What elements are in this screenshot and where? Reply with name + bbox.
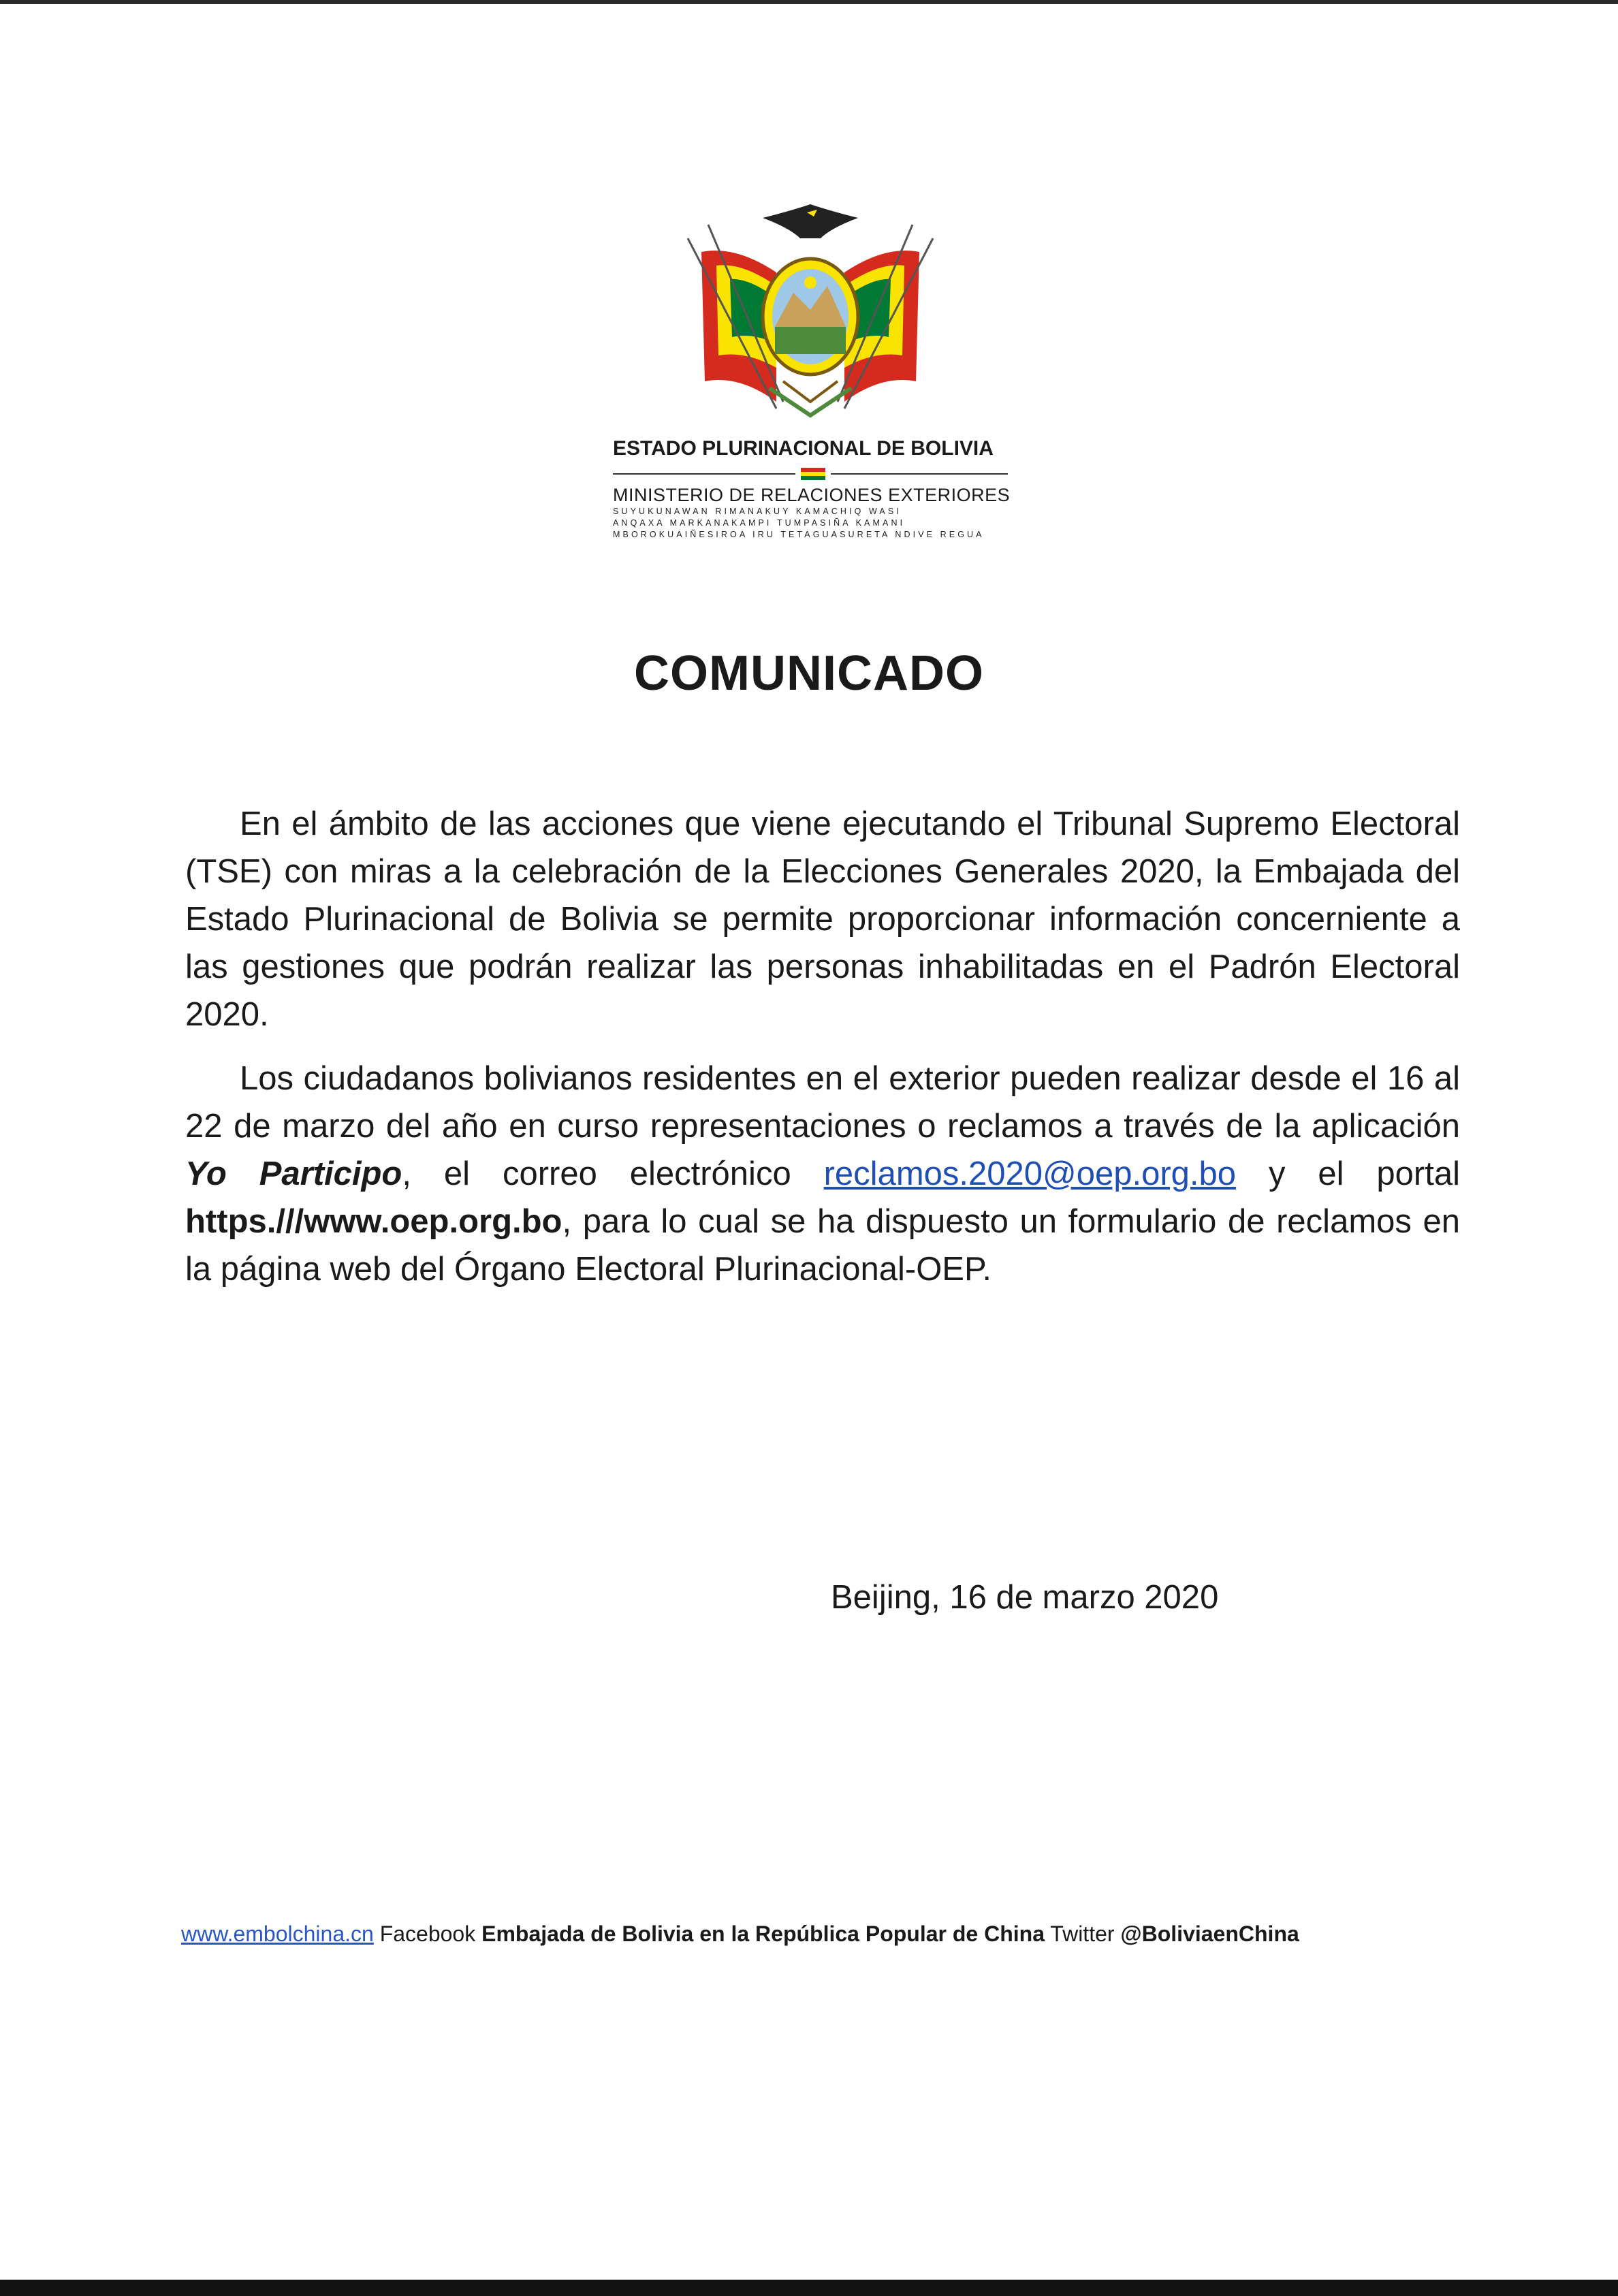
footer <box>181 1922 1299 1947</box>
scan-bottom-edge <box>0 2280 1618 2296</box>
email-link[interactable]: reclamos.2020@oep.org.bo <box>823 1155 1237 1192</box>
ministry-line-quechua: SUYUKUNAWAN RIMANAKUY KAMACHIQ WASI <box>613 507 902 516</box>
condor <box>763 204 858 238</box>
bolivia-flag-icon <box>795 468 831 480</box>
twitter-label: Twitter <box>1050 1922 1115 1946</box>
letterhead <box>613 437 1011 541</box>
app-name: Yo Participo <box>185 1155 402 1192</box>
letterhead-rule <box>613 464 1008 482</box>
ministry-line-guarani: MBOROKUAIÑESIROA IRU TETAGUASURETA NDIVE REGUA <box>613 530 985 539</box>
website-link[interactable]: www.embolchina.cn <box>181 1922 374 1946</box>
portal-url: https.///www.oep.org.bo <box>185 1203 562 1240</box>
ministry-line-aymara: ANQAXA MARKANAKAMPI TUMPASIÑA KAMANI <box>613 518 906 528</box>
paragraph-1: En el ámbito de las acciones que viene ejecutando el Tribunal Supremo Electoral (TSE) con miras a la celebración de la Elecciones Generales 2020, la Embajada del Estado Plurinacional de Bolivia se permite proporcionar información concerniente a las gestiones que podrán realizar las personas inhabilitadas en el Padrón Electoral 2020. <box>185 806 1460 1033</box>
facebook-label: Facebook <box>379 1922 476 1946</box>
place-date: Beijing, 16 de marzo 2020 <box>831 1579 1219 1616</box>
twitter-handle: @BoliviaenChina <box>1120 1922 1299 1946</box>
paragraph-2: Los ciudadanos bolivianos residentes en el exterior pueden realizar desde el 16 al 22 de marzo del año en curso representaciones o reclamos a través de la aplicación Yo Participo, el correo electrónico reclamos.2020@oep.org.bo y el portal https.///www.oep.org.bo, para lo cual se ha dispuesto un formulario de reclamos en la página web del Órgano Electoral Plurinacional-OEP. <box>185 1060 1460 1288</box>
document-body <box>185 800 1460 1309</box>
scan-top-edge <box>0 0 1618 4</box>
org-name: ESTADO PLURINACIONAL DE BOLIVIA <box>613 437 994 460</box>
facebook-name: Embajada de Bolivia en la República Popular de China <box>481 1922 1045 1946</box>
ministry-name: MINISTERIO DE RELACIONES EXTERIORES <box>613 485 1011 505</box>
bolivia-coat-of-arms-icon <box>674 197 947 429</box>
document-title: COMUNICADO <box>634 646 984 701</box>
